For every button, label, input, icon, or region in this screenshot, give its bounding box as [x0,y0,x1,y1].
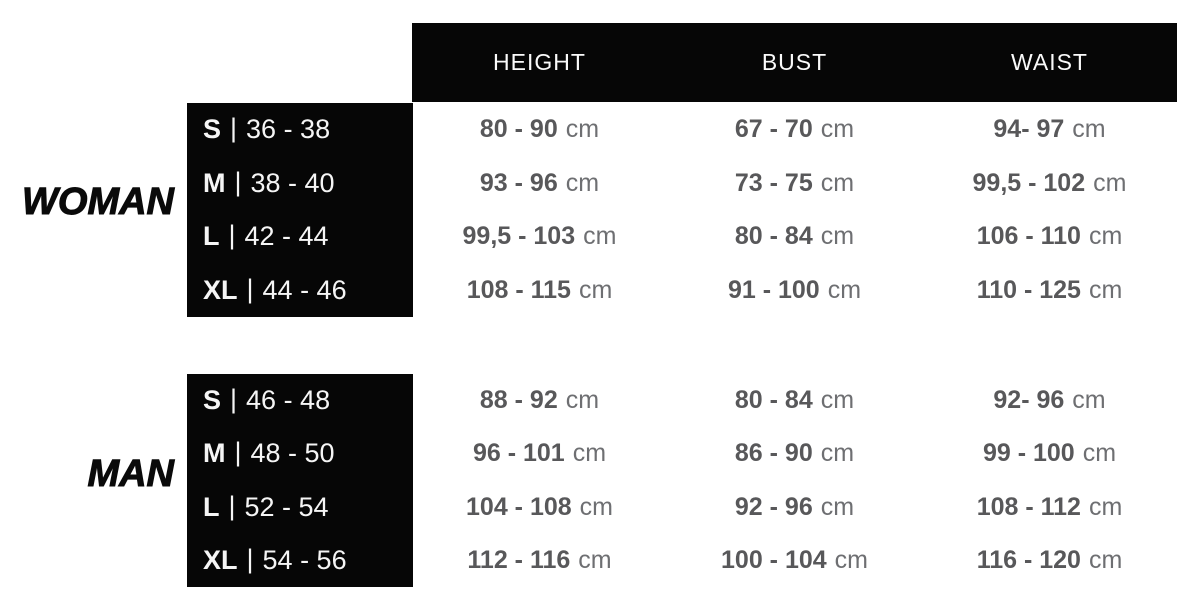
measurement-unit: cm [578,545,612,574]
measurement-value: 112 - 116 [467,545,571,574]
measurement-cell [412,374,667,427]
size-separator: | [228,490,236,521]
measurement-cell [412,157,667,211]
size-range: 38 - 40 [250,167,335,198]
measurement-cell [667,264,922,318]
measurement-value: 99 - 100 [982,439,1075,468]
size-cell [203,103,413,157]
section-label-man: MAN [87,453,174,495]
measurement-value: 96 - 101 [472,439,565,468]
woman-size-box [187,103,413,317]
man-data-grid [412,374,1177,587]
size-letter: XL [203,544,238,575]
measurement-unit: cm [1093,168,1127,197]
measurement-unit: cm [1082,439,1117,468]
size-letter: M [203,167,226,198]
measurement-unit: cm [1072,386,1106,415]
measurement-cell [667,103,922,157]
size-separator: | [234,166,242,197]
man-size-box [187,374,413,587]
measurement-value: 106 - 110 [976,222,1081,251]
column-header-bust: BUST [761,49,828,75]
measurement-value: 86 - 90 [734,439,813,468]
size-separator: | [234,437,242,468]
size-range: 46 - 48 [246,385,331,416]
size-range: 54 - 56 [262,544,347,575]
size-cell [203,427,413,480]
measurement-value: 73 - 75 [734,168,813,197]
size-cell [203,210,413,264]
measurement-cell [922,374,1177,427]
measurement-unit: cm [820,115,855,144]
measurement-value: 99,5 - 103 [462,222,576,251]
section-label-woman: WOMAN [22,181,174,223]
measurement-unit: cm [1072,115,1106,144]
measurement-cell [922,210,1177,264]
size-letter: S [203,114,222,145]
size-separator: | [246,273,254,304]
table-header-bar [412,23,1177,102]
measurement-cell [667,374,922,427]
measurement-unit: cm [578,275,613,304]
measurement-unit: cm [565,168,600,197]
measurement-unit: cm [820,222,855,251]
measurement-cell [922,264,1177,318]
measurement-unit: cm [820,168,855,197]
size-cell [203,374,413,427]
measurement-cell [667,210,922,264]
measurement-unit: cm [565,386,600,415]
measurement-value: 116 - 120 [976,545,1081,574]
measurement-cell [922,427,1177,480]
measurement-unit: cm [820,492,855,521]
measurement-unit: cm [827,275,862,304]
measurement-cell [922,534,1177,587]
size-range: 36 - 38 [246,114,331,145]
measurement-unit: cm [820,439,855,468]
measurement-cell [412,427,667,480]
size-range: 42 - 44 [244,221,329,252]
size-letter: XL [203,274,238,305]
measurement-cell [412,481,667,534]
measurement-cell [667,481,922,534]
size-letter: M [203,438,226,469]
measurement-unit: cm [1088,545,1123,574]
size-cell [203,534,413,587]
measurement-value: 91 - 100 [727,275,820,304]
size-range: 52 - 54 [244,491,329,522]
measurement-value: 93 - 96 [479,168,558,197]
measurement-cell [412,103,667,157]
size-range: 44 - 46 [262,274,347,305]
size-separator: | [228,220,236,251]
size-letter: S [203,385,222,416]
measurement-value: 104 - 108 [466,492,572,521]
measurement-value: 108 - 115 [466,275,571,304]
measurement-value: 108 - 112 [976,492,1081,521]
size-cell [203,481,413,534]
size-cell [203,264,413,318]
size-letter: L [203,491,220,522]
measurement-value: 100 - 104 [721,545,827,574]
measurement-value: 80 - 90 [479,115,558,144]
measurement-unit: cm [1088,222,1123,251]
column-header-waist: WAIST [1011,49,1088,75]
measurement-unit: cm [1088,492,1123,521]
measurement-cell [922,103,1177,157]
measurement-unit: cm [820,386,855,415]
size-separator: | [230,113,238,144]
measurement-value: 99,5 - 102 [972,168,1086,197]
measurement-value: 94- 97 [993,115,1065,144]
measurement-unit: cm [565,115,600,144]
measurement-unit: cm [834,545,868,574]
measurement-cell [412,210,667,264]
size-range: 48 - 50 [250,438,335,469]
measurement-cell [667,534,922,587]
woman-data-grid [412,103,1177,317]
measurement-value: 92- 96 [993,386,1065,415]
measurement-cell [667,427,922,480]
measurement-unit: cm [583,222,617,251]
size-separator: | [230,384,238,415]
measurement-value: 110 - 125 [976,275,1081,304]
measurement-unit: cm [579,492,613,521]
measurement-value: 88 - 92 [479,386,558,415]
measurement-cell [667,157,922,211]
measurement-value: 80 - 84 [734,222,813,251]
size-letter: L [203,221,220,252]
measurement-unit: cm [572,439,607,468]
size-separator: | [246,543,254,574]
measurement-cell [922,157,1177,211]
measurement-cell [412,534,667,587]
measurement-cell [922,481,1177,534]
measurement-value: 92 - 96 [734,492,813,521]
measurement-value: 67 - 70 [734,115,813,144]
measurement-value: 80 - 84 [734,386,813,415]
column-header-height: HEIGHT [493,49,586,75]
measurement-unit: cm [1088,275,1123,304]
measurement-cell [412,264,667,318]
size-cell [203,157,413,211]
